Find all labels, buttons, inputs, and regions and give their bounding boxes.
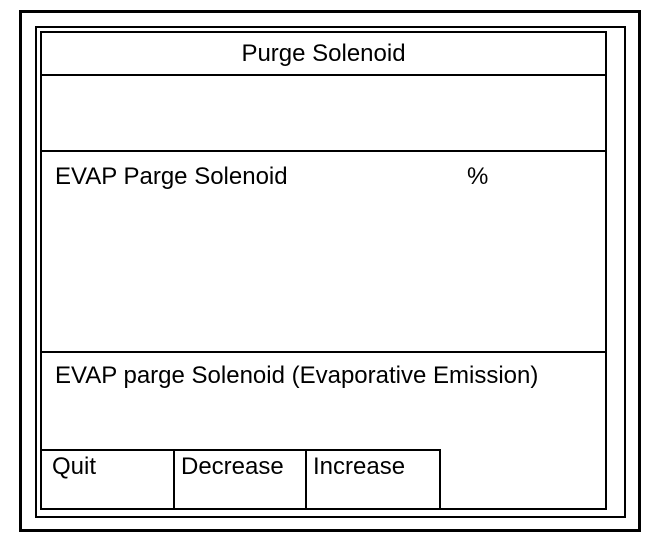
- tester-screen: [40, 31, 607, 510]
- screen-title-text: Purge Solenoid: [241, 39, 406, 67]
- parameter-label: EVAP Parge Solenoid: [55, 163, 288, 190]
- parameter-unit: %: [467, 163, 489, 190]
- parameter-panel: [42, 152, 605, 353]
- info-panel: [42, 76, 605, 152]
- decrease-button[interactable]: Decrease: [175, 449, 307, 508]
- increase-button[interactable]: Increase: [307, 449, 441, 508]
- quit-button[interactable]: Quit: [42, 449, 175, 508]
- parameter-description: EVAP parge Solenoid (Evaporative Emission): [55, 362, 539, 389]
- softkey-row: [42, 449, 441, 508]
- screen-title: [42, 33, 605, 76]
